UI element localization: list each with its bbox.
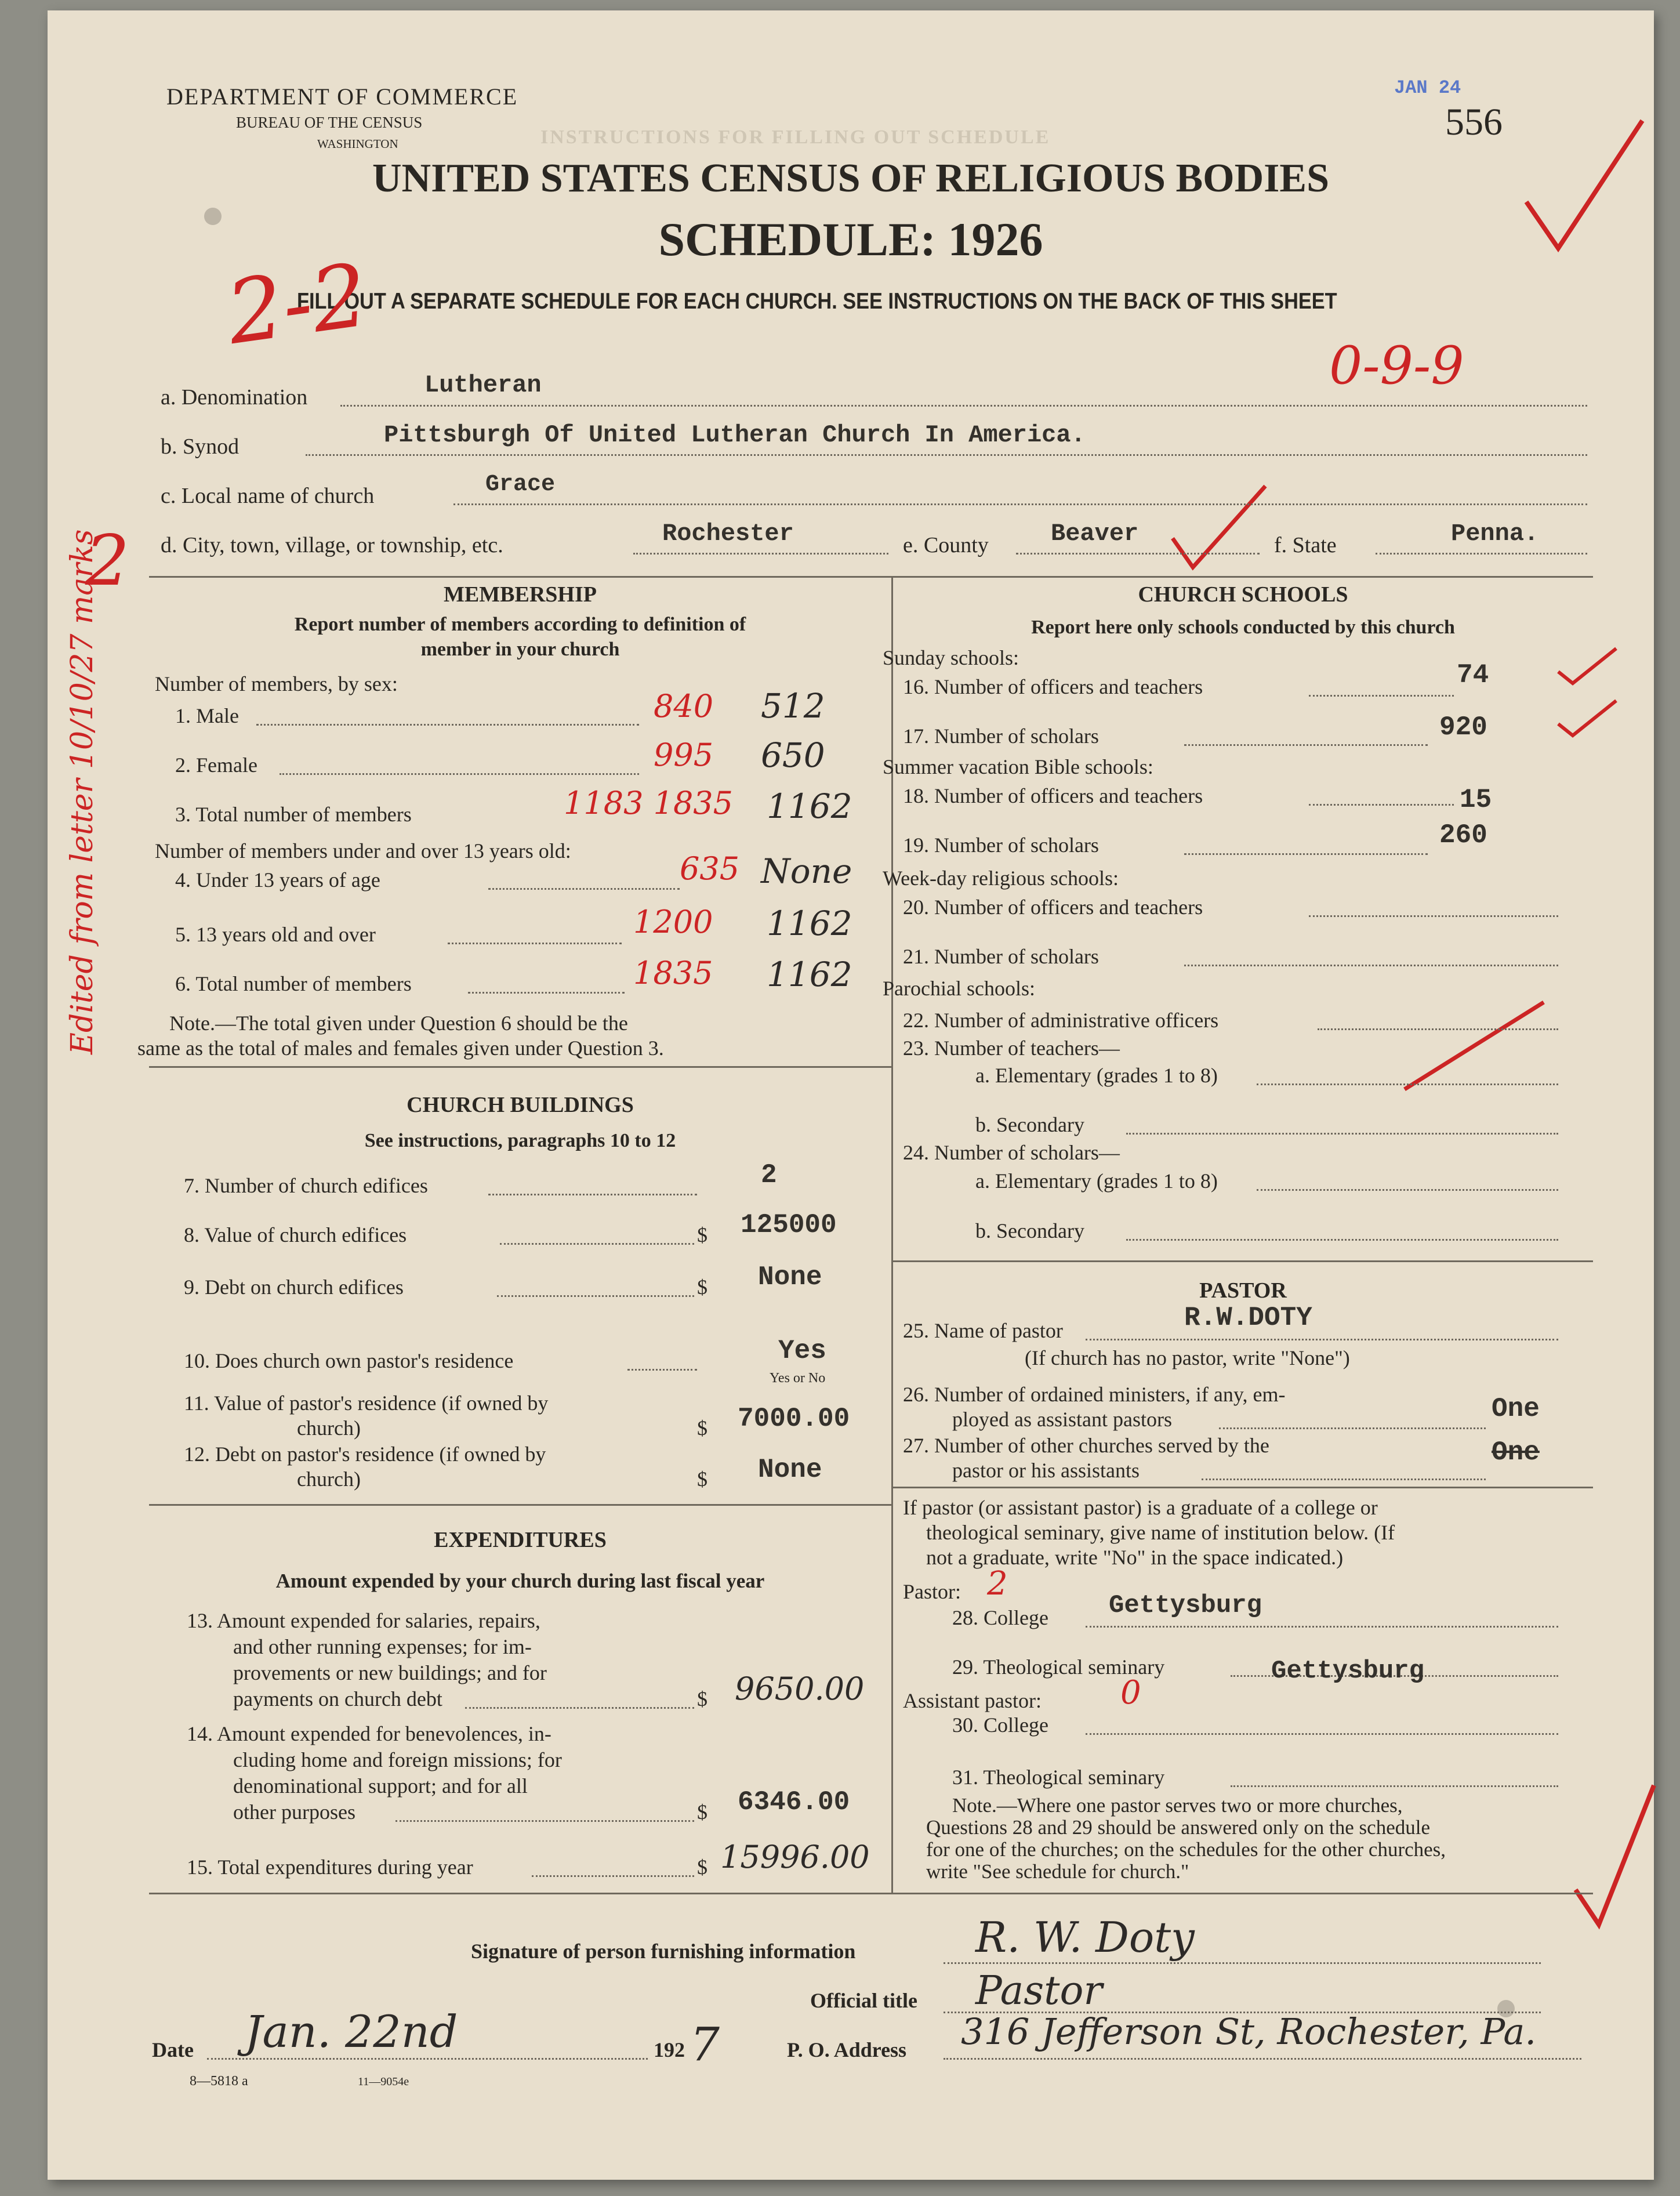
city-label: WASHINGTON <box>317 137 398 151</box>
pastor-rule <box>891 1487 1593 1488</box>
weekday-schools-label: Week-day religious schools: <box>883 867 1119 890</box>
check-mark-icon <box>1555 643 1619 689</box>
state-value: Penna. <box>1451 520 1539 548</box>
under13-revised: None <box>761 851 852 891</box>
q14-line-4: other purposes <box>233 1800 355 1824</box>
dollar-sign: $ <box>697 1275 707 1299</box>
dollar-sign: $ <box>697 1223 707 1246</box>
synod-label: b. Synod <box>161 434 240 459</box>
census-schedule-sheet <box>48 10 1654 2180</box>
summer-schools-label: Summer vacation Bible schools: <box>883 755 1153 778</box>
q15-label: 15. Total expenditures during year <box>187 1856 473 1879</box>
under13-label: 4. Under 13 years of age <box>175 868 380 892</box>
q29-label: 29. Theological seminary <box>952 1655 1165 1679</box>
q27-line-1: 27. Number of other churches served by the <box>903 1434 1269 1457</box>
q17-label: 17. Number of scholars <box>903 724 1099 748</box>
county-value: Beaver <box>1051 520 1139 548</box>
church-name-label: c. Local name of church <box>161 484 375 508</box>
residence-value-label-2: church) <box>297 1416 361 1440</box>
q26-value: One <box>1492 1394 1540 1424</box>
membership-heading: MEMBERSHIP <box>444 582 597 607</box>
dollar-sign: $ <box>697 1687 707 1711</box>
membership-rule <box>149 1066 891 1068</box>
q19-value: 260 <box>1439 820 1487 850</box>
pastor-sublabel: Pastor: <box>903 1580 961 1603</box>
q13-line-1: 13. Amount expended for salaries, repairs, <box>187 1609 540 1632</box>
q14-line-1: 14. Amount expended for benevolences, in- <box>187 1722 551 1745</box>
by-age-label: Number of members under and over 13 years old: <box>155 839 571 863</box>
schedule-title: SCHEDULE: 1926 <box>658 213 1043 266</box>
dollar-sign: $ <box>697 1800 707 1824</box>
edifices-value-value: 125000 <box>741 1210 837 1240</box>
edifices-count-value: 2 <box>761 1160 777 1190</box>
under13-original: 635 <box>680 850 740 887</box>
dept-label: DEPARTMENT OF COMMERCE <box>166 84 518 110</box>
q13-line-4: payments on church debt <box>233 1687 442 1711</box>
check-mark-icon <box>1515 115 1648 266</box>
total-members-original: 1183 1835 <box>564 785 734 821</box>
pastor-note-3: for one of the churches; on the schedules for the other churches, <box>926 1838 1446 1861</box>
total-age-label: 6. Total number of members <box>175 972 412 995</box>
q18-value: 15 <box>1460 785 1492 815</box>
official-title-label: Official title <box>810 1989 917 2012</box>
separate-schedule-instruction: FILL OUT A SEPARATE SCHEDULE FOR EACH CHURCH. SEE INSTRUCTIONS ON THE BACK OF THIS SHEET <box>297 289 1337 314</box>
q30-label: 30. College <box>952 1713 1048 1737</box>
q22-label: 22. Number of administrative officers <box>903 1009 1219 1032</box>
q15-value: 15996.00 <box>720 1839 870 1875</box>
q24b-label: b. Secondary <box>975 1219 1084 1242</box>
back-title-showthrough: INSTRUCTIONS FOR FILLING OUT SCHEDULE <box>540 126 1051 148</box>
q31-label: 31. Theological seminary <box>952 1766 1165 1789</box>
q26-line-1: 26. Number of ordained ministers, if any, em- <box>903 1383 1286 1406</box>
date-stamp: JAN 24 <box>1394 77 1461 99</box>
graduate-note-3: not a graduate, write "No" in the space indicated.) <box>926 1546 1344 1569</box>
date-value: Jan. 22nd <box>245 2006 458 2057</box>
state-label: f. State <box>1274 533 1337 557</box>
year-print: 192 <box>654 2038 685 2061</box>
pastor-heading: PASTOR <box>1199 1278 1287 1303</box>
female-original: 995 <box>654 737 714 773</box>
edifices-debt-value: None <box>758 1262 822 1292</box>
membership-note-1: Note.—The total given under Question 6 should be the <box>169 1012 628 1035</box>
pastor-note-4: write "See schedule for church." <box>926 1860 1189 1883</box>
schools-rule <box>891 1260 1593 1262</box>
schedule-number: 556 <box>1445 101 1503 143</box>
dollar-sign: $ <box>697 1856 707 1879</box>
female-label: 2. Female <box>175 753 257 777</box>
q14-line-3: denominational support; and for all <box>233 1774 528 1798</box>
q29-value: Gettysburg <box>1271 1657 1425 1686</box>
q25-label: 25. Name of pastor <box>903 1319 1063 1342</box>
over13-label: 5. 13 years old and over <box>175 923 376 946</box>
membership-sub2: member in your church <box>420 639 620 660</box>
expenditures-heading: EXPENDITURES <box>434 1528 607 1552</box>
denomination-value: Lutheran <box>424 371 542 399</box>
official-title-value: Pastor <box>975 1968 1102 2014</box>
total-age-original: 1835 <box>633 955 713 991</box>
q27-value: One <box>1492 1437 1540 1467</box>
total-age-revised: 1162 <box>767 955 852 994</box>
membership-note-2: same as the total of males and females given under Question 3. <box>137 1037 664 1060</box>
residence-debt-label-2: church) <box>297 1467 361 1491</box>
check-mark-icon <box>1167 480 1271 573</box>
city-field-label: d. City, town, village, or township, etc. <box>161 533 503 557</box>
parochial-schools-label: Parochial schools: <box>883 977 1035 1000</box>
q28-label: 28. College <box>952 1606 1048 1629</box>
form-title: UNITED STATES CENSUS OF RELIGIOUS BODIES <box>372 156 1330 201</box>
q20-label: 20. Number of officers and teachers <box>903 896 1203 919</box>
signature-value: R. W. Doty <box>975 1913 1195 1962</box>
buildings-rule <box>149 1504 891 1506</box>
city-field-value: Rochester <box>662 520 794 548</box>
q18-label: 18. Number of officers and teachers <box>903 784 1203 807</box>
male-revised: 512 <box>761 686 825 726</box>
q14-line-2: cluding home and foreign missions; for <box>233 1748 562 1771</box>
check-mark-icon <box>1555 695 1619 741</box>
check-mark-icon <box>1399 996 1550 1101</box>
q13-line-3: provements or new buildings; and for <box>233 1661 547 1684</box>
over13-original: 1200 <box>633 904 713 940</box>
q21-label: 21. Number of scholars <box>903 945 1099 968</box>
q16-label: 16. Number of officers and teachers <box>903 675 1203 698</box>
q28-value: Gettysburg <box>1109 1591 1262 1620</box>
total-members-revised: 1162 <box>767 787 852 826</box>
mark-top-right: 0-9-9 <box>1329 335 1464 396</box>
po-address-label: P. O. Address <box>787 2038 907 2061</box>
dollar-sign: $ <box>697 1467 707 1491</box>
county-label: e. County <box>903 533 989 557</box>
q26-line-2: ployed as assistant pastors <box>952 1408 1172 1431</box>
mark-left-number: 2 <box>85 521 130 601</box>
year-hand: 7 <box>690 2017 720 2071</box>
edifices-value-label: 8. Value of church edifices <box>184 1223 407 1246</box>
over13-revised: 1162 <box>767 904 852 943</box>
pastor-note-2: Questions 28 and 29 should be answered only on the schedule <box>926 1816 1431 1839</box>
po-address-value: 316 Jefferson St, Rochester, Pa. <box>961 2010 1537 2053</box>
synod-value: Pittsburgh Of United Lutheran Church In America. <box>384 421 1086 449</box>
signature-label: Signature of person furnishing information <box>471 1940 856 1963</box>
q27-line-2: pastor or his assistants <box>952 1459 1140 1482</box>
female-revised: 650 <box>761 735 825 775</box>
owns-residence-value: Yes <box>778 1336 826 1366</box>
assistant-pastor-sublabel: Assistant pastor: <box>903 1689 1042 1712</box>
membership-sub1: Report number of members according to definition of <box>294 614 746 635</box>
q17-value: 920 <box>1439 712 1487 742</box>
by-sex-label: Number of members, by sex: <box>155 672 398 695</box>
mark-top-left: 2-2 <box>221 245 374 364</box>
top-rule <box>149 576 1593 578</box>
q23-label: 23. Number of teachers— <box>903 1037 1120 1060</box>
q14-value: 6346.00 <box>738 1787 850 1817</box>
church-name-value: Grace <box>485 472 556 498</box>
q24a-label: a. Elementary (grades 1 to 8) <box>975 1169 1218 1193</box>
q13-line-2: and other running expenses; for im- <box>233 1635 532 1658</box>
edifices-debt-label: 9. Debt on church edifices <box>184 1275 404 1299</box>
form-number-2: 11—9054e <box>358 2075 409 2088</box>
residence-value-value: 7000.00 <box>738 1404 850 1434</box>
date-label: Date <box>152 2038 194 2061</box>
pastor-mark: 2 <box>987 1565 1008 1603</box>
buildings-heading: CHURCH BUILDINGS <box>407 1093 634 1117</box>
graduate-note-2: theological seminary, give name of institution below. (If <box>926 1521 1395 1544</box>
schools-heading: CHURCH SCHOOLS <box>1138 582 1348 607</box>
bureau-label: BUREAU OF THE CENSUS <box>236 114 423 131</box>
graduate-note-1: If pastor (or assistant pastor) is a graduate of a college or <box>903 1496 1378 1519</box>
male-label: 1. Male <box>175 704 239 727</box>
pastor-note-1: Note.—Where one pastor serves two or more churches, <box>952 1794 1403 1817</box>
owns-residence-label: 10. Does church own pastor's residence <box>184 1349 514 1372</box>
check-mark-icon <box>1567 1780 1660 1930</box>
total-members-label: 3. Total number of members <box>175 803 412 826</box>
q16-value: 74 <box>1457 660 1489 690</box>
residence-debt-value: None <box>758 1455 822 1485</box>
q25-hint: (If church has no pastor, write "None") <box>1025 1346 1350 1369</box>
yes-no-hint: Yes or No <box>770 1371 826 1386</box>
q24-label: 24. Number of scholars— <box>903 1141 1120 1164</box>
q19-label: 19. Number of scholars <box>903 834 1099 857</box>
q13-value: 9650.00 <box>735 1670 865 1707</box>
expenditures-sub: Amount expended by your church during last fiscal year <box>275 1570 765 1592</box>
schools-sub: Report here only schools conducted by this church <box>1031 617 1455 638</box>
q23a-label: a. Elementary (grades 1 to 8) <box>975 1064 1218 1087</box>
residence-value-label: 11. Value of pastor's residence (if owned by <box>184 1391 549 1415</box>
q23b-label: b. Secondary <box>975 1113 1084 1136</box>
buildings-sub: See instructions, paragraphs 10 to 12 <box>364 1130 676 1151</box>
bottom-rule <box>149 1893 1593 1894</box>
sunday-schools-label: Sunday schools: <box>883 646 1019 669</box>
q25-value: R.W.DOTY <box>1184 1303 1312 1333</box>
assistant-mark: 0 <box>1120 1674 1141 1712</box>
form-number-1: 8—5818 a <box>190 2074 248 2089</box>
side-edit-note: Edited from letter 10/10/27 marks <box>65 529 100 1054</box>
dollar-sign: $ <box>697 1416 707 1440</box>
edifices-count-label: 7. Number of church edifices <box>184 1174 428 1197</box>
denomination-label: a. Denomination <box>161 385 308 410</box>
male-original: 840 <box>654 688 714 724</box>
residence-debt-label: 12. Debt on pastor's residence (if owned by <box>184 1443 546 1466</box>
